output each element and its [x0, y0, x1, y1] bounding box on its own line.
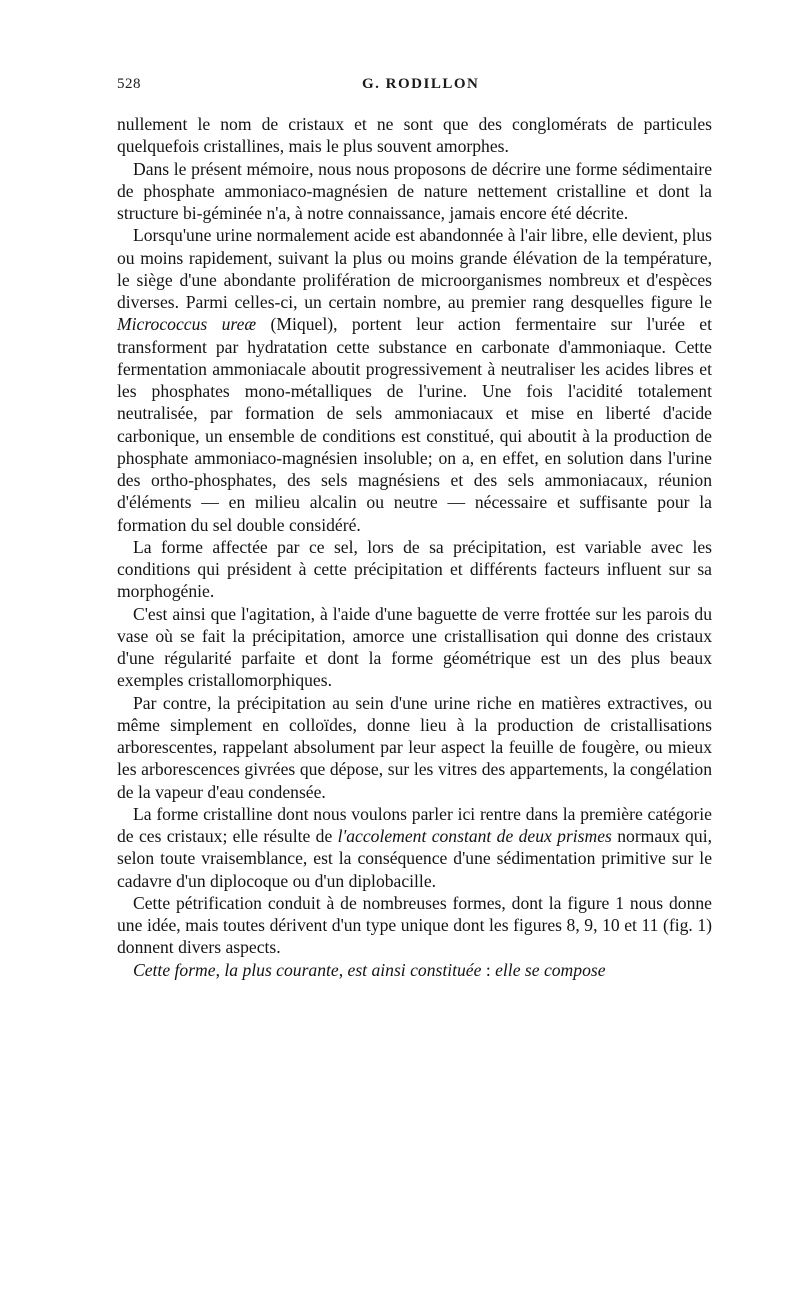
paragraph-fermentation-text-a: Lorsqu'une urine normalement acide est abandonnée à l'air libre, elle devient, plus ou moins rapidement, suivant la plus ou moins grande élévation de la température, le siège d'une abondante prolifération de microorganismes nombreux et d'espèces diverses. Parmi celles-ci, un certain nombre, au premier rang desquelles figure le [117, 225, 712, 312]
paragraph-common-form [117, 959, 712, 981]
paragraph-agitation: C'est ainsi que l'agitation, à l'aide d'une baguette de verre frottée sur les parois du vase où se fait la précipitation, amorce une cristallisation qui donne des cristaux d'une régularité parfaite et dont la forme géométrique est un des plus beaux exemples cristallomorphiques. [117, 603, 712, 691]
paragraph-arborescent: Par contre, la précipitation au sein d'une urine riche en matières extractives, ou même simplement en colloïdes, donne lieu à la production de cristallisations arborescentes, rappelant absolument par leur aspect la feuille de fougère, ou mieux les arborescences givrées que dépose, sur les vitres des appartements, la congélation de la vapeur d'eau condensée. [117, 692, 712, 802]
paragraph-form-variable: La forme affectée par ce sel, lors de sa précipitation, est variable avec les conditions qui président à cette précipitation et différents facteurs influent sur sa morphogénie. [117, 536, 712, 602]
separator-3: : [481, 959, 496, 980]
paragraph-crystalline-text-a: La forme cristalline dont nous voulons parler ici rentre dans la première catégorie de ces cristaux; elle résulte de [117, 803, 712, 846]
paragraph-purpose: Dans le présent mémoire, nous nous proposons de décrire une forme sédimentaire de phosphate ammoniaco-magnésien de nature nettement cristalline et dont la structure bi-géminée n'a, à notre connaissance, jamais encore été décrite. [117, 158, 712, 223]
paragraph-fermentation [117, 224, 712, 536]
body-text [117, 113, 712, 981]
separator-1: , [215, 959, 225, 980]
paragraph-crystalline-form [117, 803, 712, 892]
accolement-italic: l'accolement constant de deux prismes [337, 826, 612, 846]
running-head-author: G. RODILLON [362, 76, 480, 92]
italic-phrase-2: la plus courante [224, 959, 339, 980]
paragraph-petrification: Cette pétrification conduit à de nombreuses formes, dont la figure 1 nous donne une idée, mais toutes dérivent d'un type unique dont les figures 8, 9, 10 et 11 (fig. 1) donnent divers aspects. [117, 892, 712, 958]
italic-phrase-4: elle se compose [495, 959, 606, 980]
page-header [117, 76, 708, 98]
paragraph-fermentation-text-b: (Miquel), portent leur action fermentaire sur l'urée et transforment par hydratation cette substance en carbonate d'ammoniaque. Cette fermentation ammoniacale aboutit progressivement à neutraliser les acides libres et les phosphates mono-métalliques de l'urine. Une fois l'acidité totalement neutralisée, par formation de sels ammoniacaux et mise en liberté d'acide carbonique, un ensemble de conditions est constitué, qui aboutit à la production de phosphate ammoniaco-magnésien insoluble; on a, en effet, en solution dans l'urine des ortho-phosphates, des sels magnésiens et des sels ammoniacaux, réunion d'éléments — en milieu alcalin ou neutre — nécessaire et suffisante pour la formation du sel double considéré. [117, 314, 712, 535]
page-number: 528 [117, 76, 141, 92]
italic-phrase-3: est ainsi constituée [347, 959, 482, 980]
italic-phrase-1: Cette forme [133, 959, 216, 980]
paragraph-continuation: nullement le nom de cristaux et ne sont que des conglomérats de particules quelquefois cristallines, mais le plus souvent amorphes. [117, 114, 712, 157]
separator-2: , [338, 959, 348, 980]
paragraph-crystalline-text-b: normaux qui, selon toute vraisemblance, est la conséquence d'une sédimentation primitive sur le cadavre d'un diplocoque ou d'un diplobacille. [117, 826, 712, 891]
species-name-italic: Micrococcus ureæ [117, 314, 257, 335]
